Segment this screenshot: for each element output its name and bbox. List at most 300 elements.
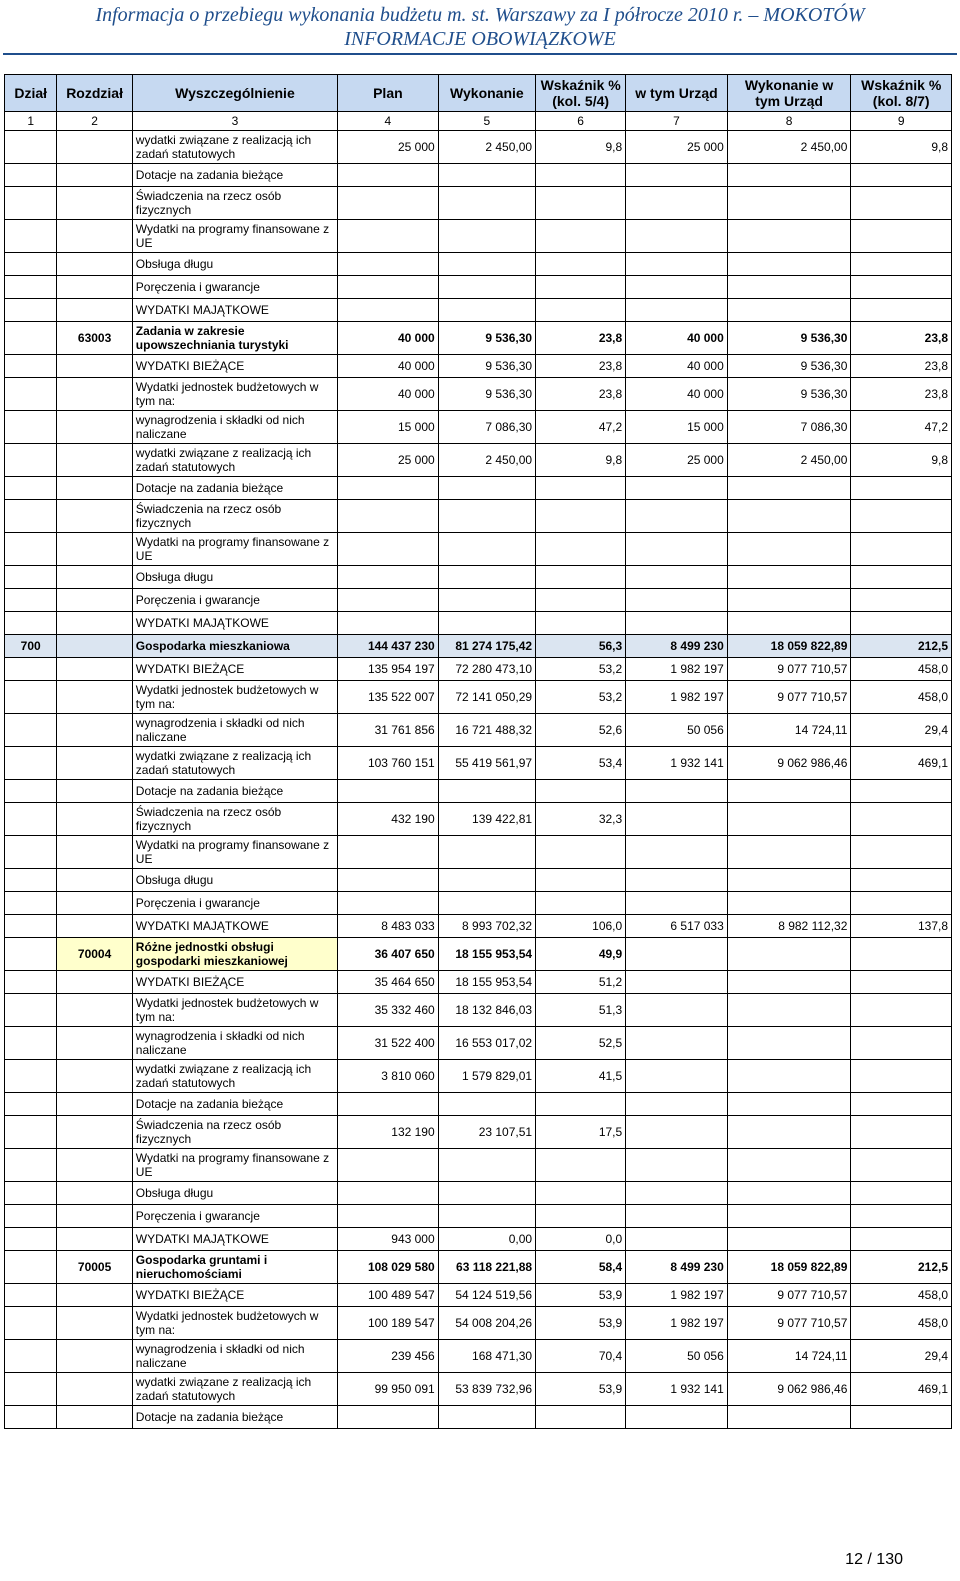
urzad-wykonanie-cell (727, 1060, 851, 1093)
table-row (5, 378, 952, 411)
rozdzial-cell (57, 444, 132, 477)
urzad-wskaznik-cell: 23,8 (851, 378, 952, 411)
description-cell: Świadczenia na rzecz osób fizycznych (132, 500, 337, 533)
dzial-cell (5, 253, 57, 276)
dzial-row (5, 635, 952, 658)
urzad-plan-cell (626, 589, 728, 612)
wskaznik-cell (536, 1205, 626, 1228)
table-row (5, 1116, 952, 1149)
urzad-plan-cell (626, 836, 728, 869)
table-row (5, 681, 952, 714)
plan-cell: 135 522 007 (338, 681, 439, 714)
urzad-plan-cell: 1 982 197 (626, 658, 728, 681)
table-row (5, 1373, 952, 1406)
urzad-plan-cell: 40 000 (626, 378, 728, 411)
urzad-wskaznik-cell (851, 994, 952, 1027)
rozdzial-cell (57, 1060, 132, 1093)
urzad-wykonanie-cell (727, 780, 851, 803)
urzad-wskaznik-cell: 9,8 (851, 131, 952, 164)
wskaznik-cell: 9,8 (536, 131, 626, 164)
urzad-wykonanie-cell (727, 836, 851, 869)
description-cell: wydatki związane z realizacją ich zadań statutowych (132, 747, 337, 780)
wykonanie-cell: 2 450,00 (438, 444, 535, 477)
table-row (5, 803, 952, 836)
description-cell: Dotacje na zadania bieżące (132, 1406, 337, 1429)
urzad-wskaznik-cell (851, 1116, 952, 1149)
description-cell: wydatki związane z realizacją ich zadań statutowych (132, 131, 337, 164)
dzial-cell (5, 869, 57, 892)
urzad-wskaznik-cell (851, 1093, 952, 1116)
urzad-plan-cell: 25 000 (626, 444, 728, 477)
dzial-cell (5, 1228, 57, 1251)
wskaznik-cell: 9,8 (536, 444, 626, 477)
description-cell: Wydatki na programy finansowane z UE (132, 533, 337, 566)
wykonanie-cell: 16 553 017,02 (438, 1027, 535, 1060)
wykonanie-cell: 0,00 (438, 1228, 535, 1251)
wskaznik-cell: 51,3 (536, 994, 626, 1027)
dzial-cell (5, 1307, 57, 1340)
rozdzial-cell (57, 187, 132, 220)
description-cell: Wydatki jednostek budżetowych w tym na: (132, 1307, 337, 1340)
plan-cell (338, 1205, 439, 1228)
description-cell: Wydatki na programy finansowane z UE (132, 220, 337, 253)
dzial-cell (5, 971, 57, 994)
dzial-cell (5, 836, 57, 869)
table-row (5, 589, 952, 612)
description-cell: Wydatki na programy finansowane z UE (132, 836, 337, 869)
table-row (5, 299, 952, 322)
dzial-cell (5, 1406, 57, 1429)
rozdzial-cell (57, 533, 132, 566)
urzad-plan-cell: 1 982 197 (626, 1284, 728, 1307)
dzial-cell (5, 566, 57, 589)
rozdzial-cell (57, 681, 132, 714)
urzad-wykonanie-cell (727, 892, 851, 915)
wskaznik-cell (536, 1149, 626, 1182)
urzad-wskaznik-cell (851, 220, 952, 253)
urzad-wykonanie-cell: 14 724,11 (727, 714, 851, 747)
urzad-wykonanie-cell: 9 062 986,46 (727, 1373, 851, 1406)
page-number: 12 / 130 (845, 1551, 903, 1568)
dzial-cell (5, 411, 57, 444)
urzad-wskaznik-cell: 9,8 (851, 444, 952, 477)
rozdzial-cell (57, 355, 132, 378)
urzad-wskaznik-cell (851, 971, 952, 994)
plan-cell: 3 810 060 (338, 1060, 439, 1093)
wskaznik-cell: 52,6 (536, 714, 626, 747)
wykonanie-cell (438, 1149, 535, 1182)
urzad-wskaznik-cell (851, 589, 952, 612)
col-header-rozdzial: Rozdział (57, 75, 132, 112)
col-number: 5 (438, 112, 535, 131)
description-cell: Świadczenia na rzecz osób fizycznych (132, 187, 337, 220)
col-header-wykonanie-urzad: Wykonanie w tym Urząd (727, 75, 851, 112)
rozdzial-cell (57, 164, 132, 187)
rozdzial-cell (57, 635, 132, 658)
dzial-cell (5, 681, 57, 714)
urzad-wykonanie-cell (727, 1149, 851, 1182)
table-row (5, 533, 952, 566)
urzad-wskaznik-cell (851, 299, 952, 322)
urzad-plan-cell (626, 994, 728, 1027)
col-header-wskaznik-5-4: Wskaźnik % (kol. 5/4) (536, 75, 626, 112)
rozdzial-cell: 63003 (57, 322, 132, 355)
plan-cell: 31 761 856 (338, 714, 439, 747)
wykonanie-cell (438, 500, 535, 533)
plan-cell (338, 1093, 439, 1116)
wykonanie-cell (438, 780, 535, 803)
rozdzial-cell (57, 220, 132, 253)
rozdzial-cell (57, 994, 132, 1027)
urzad-plan-cell: 1 982 197 (626, 681, 728, 714)
urzad-plan-cell (626, 1060, 728, 1093)
description-cell: WYDATKI MAJĄTKOWE (132, 299, 337, 322)
wykonanie-cell: 1 579 829,01 (438, 1060, 535, 1093)
urzad-plan-cell: 1 932 141 (626, 1373, 728, 1406)
urzad-wykonanie-cell: 7 086,30 (727, 411, 851, 444)
urzad-wskaznik-cell: 212,5 (851, 1251, 952, 1284)
dzial-cell (5, 276, 57, 299)
rozdzial-cell: 70005 (57, 1251, 132, 1284)
urzad-wykonanie-cell (727, 276, 851, 299)
rozdzial-cell (57, 1228, 132, 1251)
column-number-row (5, 112, 952, 131)
dzial-cell (5, 1027, 57, 1060)
wykonanie-cell: 53 839 732,96 (438, 1373, 535, 1406)
wykonanie-cell (438, 892, 535, 915)
urzad-wykonanie-cell: 8 982 112,32 (727, 915, 851, 938)
plan-cell (338, 1406, 439, 1429)
description-cell: WYDATKI MAJĄTKOWE (132, 915, 337, 938)
rozdzial-row (5, 938, 952, 971)
wskaznik-cell (536, 533, 626, 566)
wykonanie-cell: 18 155 953,54 (438, 938, 535, 971)
wskaznik-cell: 106,0 (536, 915, 626, 938)
plan-cell (338, 164, 439, 187)
plan-cell: 239 456 (338, 1340, 439, 1373)
wskaznik-cell (536, 253, 626, 276)
wykonanie-cell: 72 141 050,29 (438, 681, 535, 714)
rozdzial-cell (57, 869, 132, 892)
rozdzial-cell (57, 1373, 132, 1406)
col-number: 7 (626, 112, 728, 131)
wykonanie-cell: 54 008 204,26 (438, 1307, 535, 1340)
col-header-wykonanie: Wykonanie (438, 75, 535, 112)
wykonanie-cell: 9 536,30 (438, 322, 535, 355)
urzad-plan-cell: 8 499 230 (626, 1251, 728, 1284)
table-row (5, 1182, 952, 1205)
urzad-plan-cell (626, 869, 728, 892)
rozdzial-cell (57, 714, 132, 747)
dzial-cell (5, 299, 57, 322)
urzad-wskaznik-cell: 29,4 (851, 1340, 952, 1373)
rozdzial-cell (57, 299, 132, 322)
table-row (5, 164, 952, 187)
table-row (5, 1340, 952, 1373)
description-cell: Poręczenia i gwarancje (132, 892, 337, 915)
rozdzial-cell (57, 1205, 132, 1228)
urzad-wykonanie-cell: 9 536,30 (727, 355, 851, 378)
table-row (5, 1307, 952, 1340)
urzad-wskaznik-cell (851, 1228, 952, 1251)
urzad-wskaznik-cell (851, 836, 952, 869)
col-number: 2 (57, 112, 132, 131)
dzial-cell (5, 220, 57, 253)
urzad-plan-cell: 50 056 (626, 714, 728, 747)
wskaznik-cell: 49,9 (536, 938, 626, 971)
table-row (5, 253, 952, 276)
table-row (5, 915, 952, 938)
table-row (5, 612, 952, 635)
plan-cell: 40 000 (338, 322, 439, 355)
wskaznik-cell: 58,4 (536, 1251, 626, 1284)
col-number: 9 (851, 112, 952, 131)
urzad-wskaznik-cell (851, 276, 952, 299)
description-cell: wydatki związane z realizacją ich zadań statutowych (132, 444, 337, 477)
wskaznik-cell (536, 299, 626, 322)
plan-cell (338, 500, 439, 533)
urzad-wskaznik-cell (851, 164, 952, 187)
wykonanie-cell: 63 118 221,88 (438, 1251, 535, 1284)
wykonanie-cell (438, 869, 535, 892)
wykonanie-cell (438, 477, 535, 500)
table-row (5, 869, 952, 892)
urzad-wskaznik-cell (851, 477, 952, 500)
urzad-plan-cell (626, 1182, 728, 1205)
table-row (5, 500, 952, 533)
description-cell: WYDATKI BIEŻĄCE (132, 658, 337, 681)
description-cell: Dotacje na zadania bieżące (132, 477, 337, 500)
plan-cell (338, 477, 439, 500)
dzial-cell (5, 892, 57, 915)
urzad-wskaznik-cell: 23,8 (851, 322, 952, 355)
wykonanie-cell (438, 164, 535, 187)
document-header-title: Informacja o przebiegu wykonania budżetu m. st. Warszawy za I półrocze 2010 r. – MOKOTÓW (95, 4, 865, 26)
urzad-wykonanie-cell: 18 059 822,89 (727, 635, 851, 658)
wykonanie-cell (438, 1406, 535, 1429)
plan-cell: 943 000 (338, 1228, 439, 1251)
wskaznik-cell: 53,4 (536, 747, 626, 780)
wykonanie-cell: 7 086,30 (438, 411, 535, 444)
wskaznik-cell: 0,0 (536, 1228, 626, 1251)
urzad-wykonanie-cell: 2 450,00 (727, 444, 851, 477)
wskaznik-cell (536, 892, 626, 915)
urzad-wskaznik-cell: 458,0 (851, 658, 952, 681)
rozdzial-cell (57, 411, 132, 444)
dzial-cell (5, 1373, 57, 1406)
description-cell: Gospodarka gruntami i nieruchomościami (132, 1251, 337, 1284)
rozdzial-cell (57, 276, 132, 299)
table-row (5, 220, 952, 253)
plan-cell (338, 836, 439, 869)
dzial-cell (5, 658, 57, 681)
urzad-wskaznik-cell (851, 1406, 952, 1429)
urzad-plan-cell: 8 499 230 (626, 635, 728, 658)
urzad-plan-cell (626, 1149, 728, 1182)
urzad-plan-cell (626, 253, 728, 276)
description-cell: Dotacje na zadania bieżące (132, 1093, 337, 1116)
rozdzial-cell (57, 589, 132, 612)
wskaznik-cell (536, 612, 626, 635)
plan-cell (338, 1149, 439, 1182)
wykonanie-cell: 55 419 561,97 (438, 747, 535, 780)
plan-cell (338, 1182, 439, 1205)
urzad-wykonanie-cell (727, 299, 851, 322)
urzad-wskaznik-cell (851, 1149, 952, 1182)
urzad-wskaznik-cell: 23,8 (851, 355, 952, 378)
table-row (5, 658, 952, 681)
urzad-plan-cell (626, 220, 728, 253)
plan-cell: 31 522 400 (338, 1027, 439, 1060)
wykonanie-cell (438, 299, 535, 322)
wskaznik-cell (536, 589, 626, 612)
urzad-wykonanie-cell: 9 077 710,57 (727, 681, 851, 714)
urzad-wskaznik-cell (851, 892, 952, 915)
dzial-cell (5, 1284, 57, 1307)
rozdzial-cell (57, 131, 132, 164)
rozdzial-cell (57, 803, 132, 836)
urzad-wykonanie-cell: 9 077 710,57 (727, 658, 851, 681)
urzad-plan-cell: 50 056 (626, 1340, 728, 1373)
description-cell: Świadczenia na rzecz osób fizycznych (132, 1116, 337, 1149)
rozdzial-cell (57, 747, 132, 780)
plan-cell (338, 220, 439, 253)
urzad-wykonanie-cell (727, 971, 851, 994)
plan-cell (338, 869, 439, 892)
urzad-wykonanie-cell (727, 612, 851, 635)
urzad-wskaznik-cell (851, 533, 952, 566)
table-row (5, 1205, 952, 1228)
wykonanie-cell: 9 536,30 (438, 355, 535, 378)
rozdzial-cell (57, 971, 132, 994)
dzial-cell (5, 994, 57, 1027)
dzial-cell (5, 1149, 57, 1182)
urzad-wskaznik-cell: 469,1 (851, 747, 952, 780)
description-cell: WYDATKI BIEŻĄCE (132, 355, 337, 378)
urzad-wykonanie-cell (727, 994, 851, 1027)
urzad-wskaznik-cell: 137,8 (851, 915, 952, 938)
description-cell: Wydatki jednostek budżetowych w tym na: (132, 378, 337, 411)
plan-cell: 100 489 547 (338, 1284, 439, 1307)
urzad-wykonanie-cell (727, 477, 851, 500)
rozdzial-row (5, 322, 952, 355)
dzial-cell (5, 803, 57, 836)
urzad-wskaznik-cell: 212,5 (851, 635, 952, 658)
table-row (5, 1406, 952, 1429)
urzad-wykonanie-cell (727, 566, 851, 589)
urzad-wskaznik-cell (851, 869, 952, 892)
urzad-wykonanie-cell (727, 220, 851, 253)
wykonanie-cell (438, 589, 535, 612)
urzad-wykonanie-cell: 9 077 710,57 (727, 1284, 851, 1307)
wykonanie-cell (438, 220, 535, 253)
description-cell: Wydatki jednostek budżetowych w tym na: (132, 681, 337, 714)
wskaznik-cell (536, 1406, 626, 1429)
urzad-plan-cell (626, 803, 728, 836)
table-row (5, 566, 952, 589)
wykonanie-cell (438, 1205, 535, 1228)
urzad-plan-cell (626, 500, 728, 533)
dzial-cell (5, 444, 57, 477)
wykonanie-cell: 23 107,51 (438, 1116, 535, 1149)
table-row (5, 971, 952, 994)
description-cell: Wydatki na programy finansowane z UE (132, 1149, 337, 1182)
urzad-plan-cell (626, 1228, 728, 1251)
dzial-cell (5, 477, 57, 500)
wykonanie-cell: 168 471,30 (438, 1340, 535, 1373)
urzad-wskaznik-cell (851, 1182, 952, 1205)
urzad-plan-cell (626, 533, 728, 566)
wykonanie-cell: 9 536,30 (438, 378, 535, 411)
wskaznik-cell: 56,3 (536, 635, 626, 658)
urzad-wykonanie-cell (727, 253, 851, 276)
plan-cell (338, 892, 439, 915)
col-number: 1 (5, 112, 57, 131)
dzial-cell (5, 131, 57, 164)
dzial-cell (5, 780, 57, 803)
description-cell: Obsługa długu (132, 869, 337, 892)
rozdzial-cell: 70004 (57, 938, 132, 971)
rozdzial-cell (57, 1406, 132, 1429)
plan-cell: 100 189 547 (338, 1307, 439, 1340)
urzad-wskaznik-cell: 458,0 (851, 1284, 952, 1307)
urzad-wskaznik-cell (851, 187, 952, 220)
description-cell: Poręczenia i gwarancje (132, 1205, 337, 1228)
document-header-subtitle: INFORMACJE OBOWIĄZKOWE (344, 28, 616, 50)
wykonanie-cell: 72 280 473,10 (438, 658, 535, 681)
urzad-wykonanie-cell: 9 062 986,46 (727, 747, 851, 780)
dzial-cell (5, 187, 57, 220)
urzad-plan-cell (626, 1116, 728, 1149)
wskaznik-cell: 23,8 (536, 355, 626, 378)
col-header-wskaznik-8-7: Wskaźnik % (kol. 8/7) (851, 75, 952, 112)
plan-cell (338, 566, 439, 589)
urzad-plan-cell (626, 164, 728, 187)
rozdzial-cell (57, 253, 132, 276)
urzad-plan-cell: 25 000 (626, 131, 728, 164)
dzial-cell (5, 1251, 57, 1284)
description-cell: WYDATKI MAJĄTKOWE (132, 612, 337, 635)
rozdzial-cell (57, 612, 132, 635)
rozdzial-row (5, 1251, 952, 1284)
description-cell: Dotacje na zadania bieżące (132, 164, 337, 187)
description-cell: Poręczenia i gwarancje (132, 276, 337, 299)
urzad-plan-cell: 15 000 (626, 411, 728, 444)
rozdzial-cell (57, 1149, 132, 1182)
wskaznik-cell (536, 477, 626, 500)
wskaznik-cell (536, 220, 626, 253)
description-cell: WYDATKI MAJĄTKOWE (132, 1228, 337, 1251)
plan-cell: 35 464 650 (338, 971, 439, 994)
wskaznik-cell: 70,4 (536, 1340, 626, 1373)
urzad-wykonanie-cell (727, 1027, 851, 1060)
urzad-wykonanie-cell (727, 1406, 851, 1429)
rozdzial-cell (57, 1307, 132, 1340)
urzad-wskaznik-cell (851, 938, 952, 971)
col-header-dzial: Dział (5, 75, 57, 112)
table-body (5, 131, 952, 1429)
table-row (5, 747, 952, 780)
urzad-plan-cell (626, 971, 728, 994)
urzad-wskaznik-cell (851, 500, 952, 533)
table-row (5, 187, 952, 220)
urzad-plan-cell (626, 938, 728, 971)
wykonanie-cell (438, 276, 535, 299)
dzial-cell (5, 1060, 57, 1093)
urzad-wskaznik-cell (851, 803, 952, 836)
dzial-cell (5, 938, 57, 971)
urzad-wykonanie-cell: 14 724,11 (727, 1340, 851, 1373)
